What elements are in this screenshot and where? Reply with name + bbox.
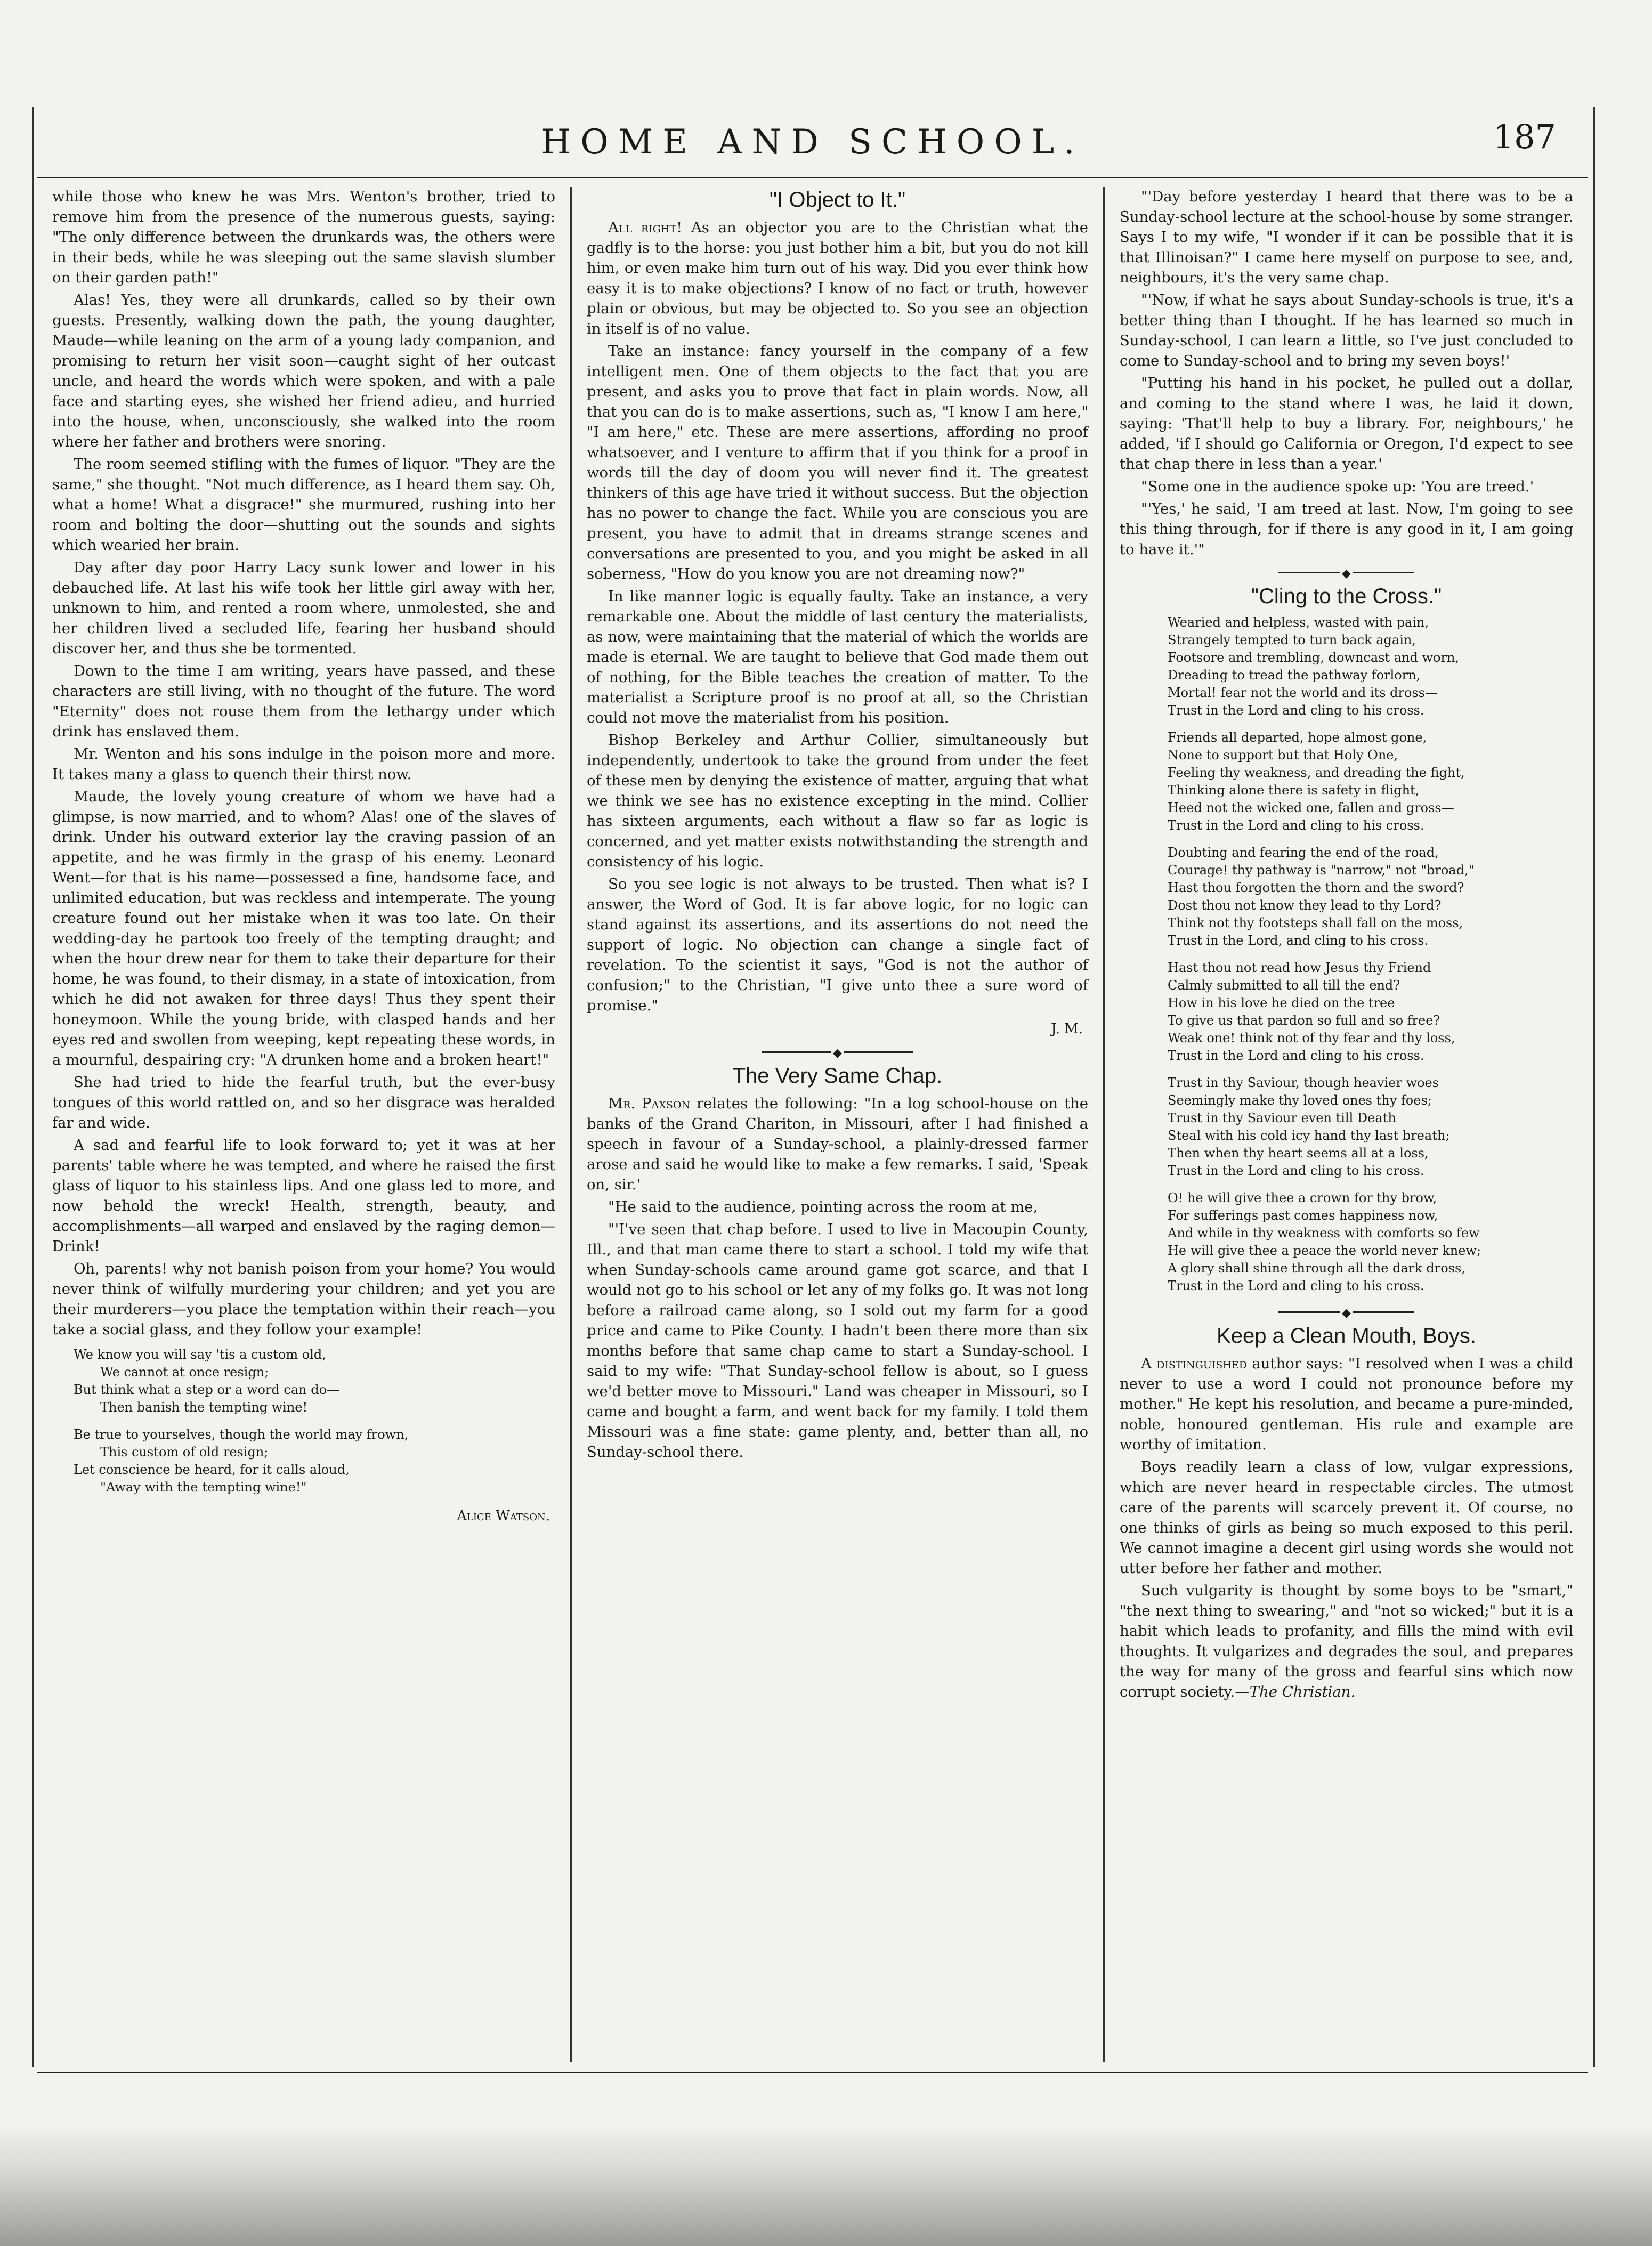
poem-stanza: [74, 1426, 555, 1496]
poem-line: None to support but that Holy One,: [1168, 748, 1398, 763]
paragraph-text: author says: "I resolved when I was a child never to use a word I could not pronounce before my mother." He kept his resolution, and became a pure-minded, noble, honoured gentleman. His rule and example are worthy of imitation.: [1120, 1355, 1573, 1453]
left-border-rule: [32, 107, 34, 2067]
newspaper-page: [37, 91, 1588, 2073]
section-divider: [587, 1044, 1088, 1059]
paragraph: She had tried to hide the fearful truth, but the ever-busy tongues of this world rattled on, and so her disgrace was heralded far and wide.: [52, 1074, 555, 1131]
poem-line: To give us that pardon so full and so free?: [1168, 1013, 1440, 1028]
paragraph: [1120, 1580, 1573, 1702]
poem-stanza: [1168, 1189, 1573, 1295]
poem-line: A glory shall shine through all the dark dross,: [1168, 1261, 1465, 1276]
poem-line: And while in thy weakness with comforts so few: [1168, 1226, 1480, 1240]
poem-stanza: [1168, 614, 1573, 719]
paragraph: Down to the time I am writing, years have passed, and these characters are still living, with no thought of the future. The word "Eternity" does not rouse them from the lethargy under which drink has enslaved them.: [52, 662, 555, 740]
bottom-border-rule: [37, 2071, 1588, 2073]
poem-stanza: [1168, 959, 1573, 1065]
poem-line: Then banish the tempting wine!: [100, 1400, 308, 1415]
paragraph: "'Now, if what he says about Sunday-schools is true, it's a better thing than I thought. If he has learned so much in Sunday-school, I can learn a little, so I've just concluded to come to Sunday-school and to bring my seven boys!': [1120, 291, 1573, 369]
paragraph: Mr. Wenton and his sons indulge in the poison more and more. It takes many a glass to quench their thirst now.: [52, 745, 555, 783]
poem-line: This custom of old resign;: [100, 1445, 269, 1460]
poem-line: Trust in the Lord and cling to his cross.: [1168, 1048, 1424, 1063]
source-credit: —The Christian.: [1235, 1683, 1356, 1700]
poem-line: But think what a step or a word can do—: [74, 1382, 340, 1397]
paragraph: Oh, parents! why not banish poison from your home? You would never think of wilfully murdering your children; and yet you are their murderers—you place the temptation within their reach—you take a social glass, and they follow your example!: [52, 1260, 555, 1338]
paragraph: "Some one in the audience spoke up: 'You are treed.': [1141, 478, 1534, 495]
closing-poem: [52, 1346, 555, 1496]
poem-line: Thinking alone there is safety in flight,: [1168, 783, 1420, 798]
poem-line: Trust in thy Saviour even till Death: [1168, 1110, 1396, 1125]
paragraph: A sad and fearful life to look forward to; yet it was at her parents' table where he was tempted, and where he raised the first glass of liquor to his stainless lips. And one glass led to more, and now behold the wreck! Health, strength, beauty, and accomplishments—all warped and enslaved by the raging demon—Drink!: [52, 1137, 555, 1255]
paragraph: "He said to the audience, pointing across the room at me,: [608, 1198, 1038, 1215]
paragraph-text: As an objector you are to the Christian what the gadfly is to the horse: you just bother him a bit, but you do not kill him, or even make him turn out of his way. Did you ever think how easy it is to make objections? I know of no fact or truth, however plain or obvious, but may be objected to. So you see an objection in itself is of no value.: [587, 219, 1088, 337]
poem-line: Feeling thy weakness, and dreading the fight,: [1168, 765, 1465, 780]
lead-in: All right!: [608, 219, 683, 236]
author-signature: Alice Watson.: [457, 1508, 550, 1524]
paragraph: Day after day poor Harry Lacy sunk lower and lower in his debauched life. At last his wife took her little girl away with her, unknown to him, and rented a room where, unmolested, she and her children lived a secluded life, fearing her husband should discover her, and thus she be tormented.: [52, 559, 555, 657]
poem-line: Trust in the Lord, and cling to his cross.: [1168, 933, 1429, 948]
scan-edge-shadow: [0, 2123, 1652, 2246]
poem-line: Doubting and fearing the end of the road,: [1168, 845, 1439, 860]
poem-stanza: [1168, 844, 1573, 950]
poem-line: Think not thy footsteps shall fall on the moss,: [1168, 915, 1463, 930]
paragraph: Bishop Berkeley and Arthur Collier, simultaneously but independently, undertook to take the ground from under the feet of these men by denying the existence of matter, arguing that what we think we see has no existence excepting in the mind. Collier has sixteen arguments, each without a flaw so far as logic is concerned, and yet matter exists notwithstanding the strength and consistency of his logic.: [587, 732, 1088, 870]
poem-line: Mortal! fear not the world and its dross—: [1168, 685, 1438, 700]
author-initials: J. M.: [1051, 1021, 1083, 1037]
lead-in: A distinguished: [1141, 1355, 1248, 1372]
poem-line: Footsore and trembling, downcast and worn,: [1168, 650, 1460, 665]
column-1: [37, 187, 570, 2062]
paragraph: So you see logic is not always to be trusted. Then what is? I answer, the Word of God. It is far above logic, for no logic can stand against its assertions, and its assertions do not need the support of logic. No objection can change a single fact of revelation. To the scientist it says, "God is not the author of confusion;" to the Christian, "I give unto thee a sure word of promise.": [587, 875, 1088, 1014]
publication-title: HOME AND SCHOOL.: [541, 123, 1084, 162]
poem-line: Trust in thy Saviour, though heavier woes: [1168, 1075, 1439, 1090]
poem-line: How in his love he died on the tree: [1168, 995, 1395, 1010]
article-title: The Very Same Chap.: [732, 1064, 943, 1088]
poem-line: Dost thou not know they lead to thy Lord?: [1168, 898, 1442, 913]
poem-line: Be true to yourselves, though the world may frown,: [74, 1427, 409, 1442]
poem-line: Dreading to tread the pathway forlorn,: [1168, 668, 1421, 683]
paragraph: [587, 217, 1088, 339]
paragraph: Take an instance: fancy yourself in the company of a few intelligent men. One of them objects to the fact that you are present, and asks you to prove that fact in plain words. Now, all that you can do is to make assertions, such as, "I know I am here," "I am here," etc. These are mere assertions, affording no proof whatsoever, and I venture to affirm that if you think for a proof in words till the day of doom you will never find it. The greatest thinkers of this age have tried it without success. But the objection has no power to change the fact. While you are conscious you are present, you have to admit that in dreams strange scenes and conversations are presented to you, and you might be asked in all soberness, "How do you know you are not dreaming now?": [587, 343, 1088, 582]
paragraph: "'Yes,' he said, 'I am treed at last. Now, I'm going to see this thing through, for if there is any good in it, I am going to have it.'": [1120, 500, 1573, 558]
lead-in: Mr. Paxson: [608, 1095, 691, 1112]
poem-line: Trust in the Lord and cling to his cross.: [1168, 1278, 1424, 1293]
paragraph: [1120, 1353, 1573, 1455]
paragraph: "'Day before yesterday I heard that there was to be a Sunday-school lecture at the school-house by some stranger. Says I to my wife, "I wonder if it can be possible that it is that Illinoisan?" I came here myself on purpose to see, and, neighbours, it's the very same chap.: [1120, 188, 1573, 286]
paragraph-text: relates the following: "In a log school-house on the banks of the Grand Chariton, in Missouri, after I had finished a speech in favour of a Sunday-school, a plainly-dressed farmer arose and said he would like to make a few remarks. I said, 'Speak on, sir.': [587, 1095, 1088, 1193]
poem-stanza: [1168, 1074, 1573, 1180]
paragraph: Boys readily learn a class of low, vulgar expressions, which are never heard in respectable circles. The utmost care of the parents will scarcely prevent it. Of course, no one thinks of girls as being so much exposed to this peril. We cannot imagine a decent girl using words she would not utter before her father and mother.: [1120, 1458, 1573, 1577]
paragraph: "Putting his hand in his pocket, he pulled out a dollar, and coming to the stand where I was, he laid it down, saying: 'That'll help to buy a library. For, neighbours,' he added, 'if I should go California or Oregon, I'd expect to see that chap there in less than a year.': [1120, 375, 1573, 473]
poem-line: We know you will say 'tis a custom old,: [74, 1347, 326, 1362]
poem-line: Hast thou forgotten the thorn and the sword?: [1168, 880, 1464, 895]
poem-line: For sufferings past comes happiness now,: [1168, 1208, 1438, 1223]
poem-stanza: [74, 1346, 555, 1416]
article-title: "I Object to It.": [769, 188, 906, 212]
paragraph: Maude, the lovely young creature of whom we have had a glimpse, is now married, and to whom? Alas! one of the slaves of drink. Under his outward exterior lay the craving passion of an appetite, and he was firmly in the grasp of his enemy. Leonard Went—for that is his name—possessed a fine, handsome face, and unlimited education, but was reckless and intemperate. The young creature found out her mistake when it was too late. On their wedding-day he partook too freely of the tempting draught; and when the hour drew near for them to take their departure for their home, he was found, to their dismay, in a state of intoxication, from which he did not awaken for three days! Thus they spent their honeymoon. While the young bride, with clasped hands and her eyes red and swollen from weeping, kept repeating these words, in a mournful, despairing cry: "A drunken home and a broken heart!": [52, 788, 555, 1068]
poem-line: Courage! thy pathway is "narrow," not "broad,": [1168, 863, 1475, 878]
poem-line: Wearied and helpless, wasted with pain,: [1168, 615, 1429, 630]
paragraph: In like manner logic is equally faulty. Take an instance, a very remarkable one. About the middle of last century the materialists, as now, were maintaining that the material of which the worlds are made is eternal. We are taught to believe that God made them out of nothing, for the Bible teaches the creation of matter. To the materialist a Scripture proof is no proof at all, so the Christian could not move the materialist from his position.: [587, 588, 1088, 726]
poem-line: Let conscience be heard, for it calls aloud,: [74, 1462, 350, 1477]
paragraph: [587, 1093, 1088, 1195]
masthead: [37, 112, 1588, 178]
paragraph-text: Such vulgarity is thought by some boys to be "smart," "the next thing to swearing," and "not so wicked;" but it is a habit which leads to profanity, and fills the mind with evil thoughts. It vulgarizes and degrades the soul, and prepares the way for many of the gross and fearful sins which now corrupt society.: [1120, 1582, 1573, 1700]
poem-line: Weak one! think not of thy fear and thy loss,: [1168, 1031, 1455, 1045]
section-divider: [1120, 565, 1573, 580]
poem-stanza: [1168, 729, 1573, 834]
article-columns: [37, 187, 1588, 2062]
poem-line: Trust in the Lord and cling to his cross.: [1168, 1163, 1424, 1178]
section-divider: [1120, 1304, 1573, 1319]
poem-line: Friends all departed, hope almost gone,: [1168, 730, 1427, 745]
poem-line: Steal with his cold icy hand thy last breath;: [1168, 1128, 1450, 1143]
paragraph: Alas! Yes, they were all drunkards, called so by their own guests. Presently, walking down the path, the young daughter, Maude—while leaning on the arm of a young lady companion, and promising to return her visit soon—caught sight of her outcast uncle, and heard the words which were spoken, and with a pale face and starting eyes, she wished her friend adieu, and hurried into the house, when, unconsciously, she walked into the room where her father and brothers were snoring.: [52, 291, 555, 450]
poem-line: Calmly submitted to all till the end?: [1168, 978, 1400, 993]
poem-line: O! he will give thee a crown for thy brow,: [1168, 1190, 1437, 1205]
poem-title: "Cling to the Cross.": [1251, 585, 1442, 608]
right-border-rule: [1593, 107, 1595, 2067]
cling-to-the-cross-poem: [1120, 614, 1573, 1295]
paragraph: while those who knew he was Mrs. Wenton's brother, tried to remove him from the presence of the numerous guests, saying: "The only difference between the drunkards was, the others were in their beds, while he was sleeping out the same slavish slumber on their garden path!": [52, 188, 555, 286]
poem-line: Then when thy heart seems all at a loss,: [1168, 1146, 1429, 1161]
column-2: [570, 187, 1103, 2062]
article-title: Keep a Clean Mouth, Boys.: [1217, 1324, 1476, 1348]
poem-line: We cannot at once resign;: [100, 1365, 269, 1380]
poem-line: Strangely tempted to turn back again,: [1168, 633, 1416, 647]
poem-line: Trust in the Lord and cling to his cross.: [1168, 703, 1424, 718]
poem-line: He will give thee a peace the world never knew;: [1168, 1243, 1481, 1258]
poem-line: Trust in the Lord and cling to his cross.: [1168, 818, 1424, 833]
poem-line: Seemingly make thy loved ones thy foes;: [1168, 1093, 1432, 1108]
poem-line: Heed not the wicked one, fallen and gross—: [1168, 800, 1454, 815]
poem-line: Hast thou not read how Jesus thy Friend: [1168, 960, 1431, 975]
page-number: 187: [1493, 117, 1556, 156]
poem-line: "Away with the tempting wine!": [100, 1480, 307, 1495]
paragraph: The room seemed stifling with the fumes of liquor. "They are the same," she thought. "Not much difference, as I heard them say. Oh, what a home! What a disgrace!" she murmured, rushing into her room and bolting the door—shutting out the sounds and sights which wearied her brain.: [52, 456, 555, 554]
column-3: [1103, 187, 1588, 2062]
paragraph: "'I've seen that chap before. I used to live in Macoupin County, Ill., and that man came there to start a school. I told my wife that when Sunday-schools came around game got scarce, and that I would not go to his school or let any of my folks go. It was not long before a railroad came along, so I sold out my farm for a good price and came to Pike County. I hadn't been there more than six months before that same chap came to start a Sunday-school. I said to my wife: "That Sunday-school fellow is about, so I guess we'd better move to Missouri." Land was cheaper in Missouri, so I came and bought a farm, and went back for my family. I told them Missouri was a fine state: game plenty, and, better than all, no Sunday-school there.: [587, 1221, 1088, 1461]
